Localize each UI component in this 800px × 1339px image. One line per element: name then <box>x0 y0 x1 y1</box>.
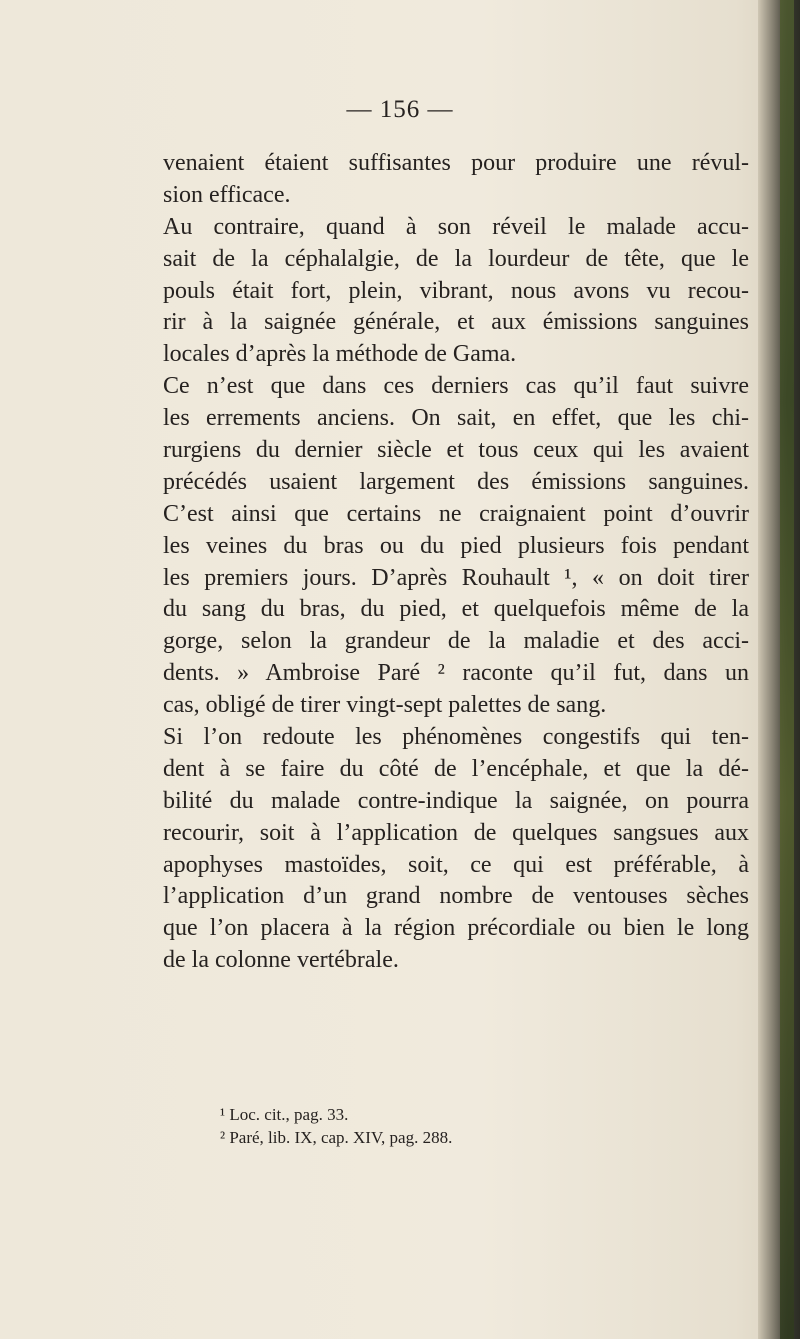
page-number: — 156 — <box>346 96 454 123</box>
text-line: que l’on placera à la région précordiale ou bien le long <box>163 915 749 942</box>
text-line: sait de la céphalalgie, de la lourdeur de tête, que le <box>163 245 749 272</box>
body-text <box>163 148 749 977</box>
text-line: venaient étaient suffisantes pour produire une révul- <box>163 150 749 176</box>
text-line: l’application d’un grand nombre de ventouses sèches <box>163 883 749 910</box>
footnotes <box>220 1103 740 1149</box>
text-line: gorge, selon la grandeur de la maladie et des acci- <box>163 628 749 655</box>
text-line: recourir, soit à l’application de quelques sangsues aux <box>163 819 749 846</box>
text-line: bilité du malade contre-indique la saignée, on pourra <box>163 787 749 814</box>
text-line: les veines du bras ou du pied plusieurs fois pendant <box>163 532 749 559</box>
text-line: les errements anciens. On sait, en effet, que les chi- <box>163 405 749 432</box>
text-line: Si l’on redoute les phénomènes congestifs qui ten- <box>163 724 749 751</box>
text-line: de la colonne vertébrale. <box>163 947 399 974</box>
text-line: pouls était fort, plein, vibrant, nous avons vu recou- <box>163 277 749 304</box>
text-line: du sang du bras, du pied, et quelquefois même de la <box>163 596 749 623</box>
text-line: Au contraire, quand à son réveil le malade accu- <box>163 213 749 240</box>
text-line: sion efficace. <box>163 181 291 208</box>
text-line: cas, obligé de tirer vingt-sept palettes de sang. <box>163 692 607 719</box>
text-line: apophyses mastoïdes, soit, ce qui est préférable, à <box>163 851 749 878</box>
binding-edge <box>780 0 794 1339</box>
text-line: C’est ainsi que certains ne craignaient point d’ouvrir <box>163 500 749 527</box>
text-line: rir à la saignée générale, et aux émissions sanguines <box>163 309 749 336</box>
text-line: dent à se faire du côté de l’encéphale, et que la dé- <box>163 755 749 782</box>
footnote: ² Paré, lib. IX, cap. XIV, pag. 288. <box>220 1128 453 1147</box>
text-line: dents. » Ambroise Paré ² raconte qu’il fut, dans un <box>163 660 749 687</box>
text-line: Ce n’est que dans ces derniers cas qu’il faut suivre <box>163 373 749 400</box>
text-line: locales d’après la méthode de Gama. <box>163 341 517 368</box>
text-line: les premiers jours. D’après Rouhault ¹, « on doit tirer <box>163 564 749 591</box>
text-line: précédés usaient largement des émissions sanguines. <box>163 468 749 495</box>
text-line: rurgiens du dernier siècle et tous ceux qui les avaient <box>163 437 749 464</box>
footnote: ¹ Loc. cit., pag. 33. <box>220 1105 349 1124</box>
